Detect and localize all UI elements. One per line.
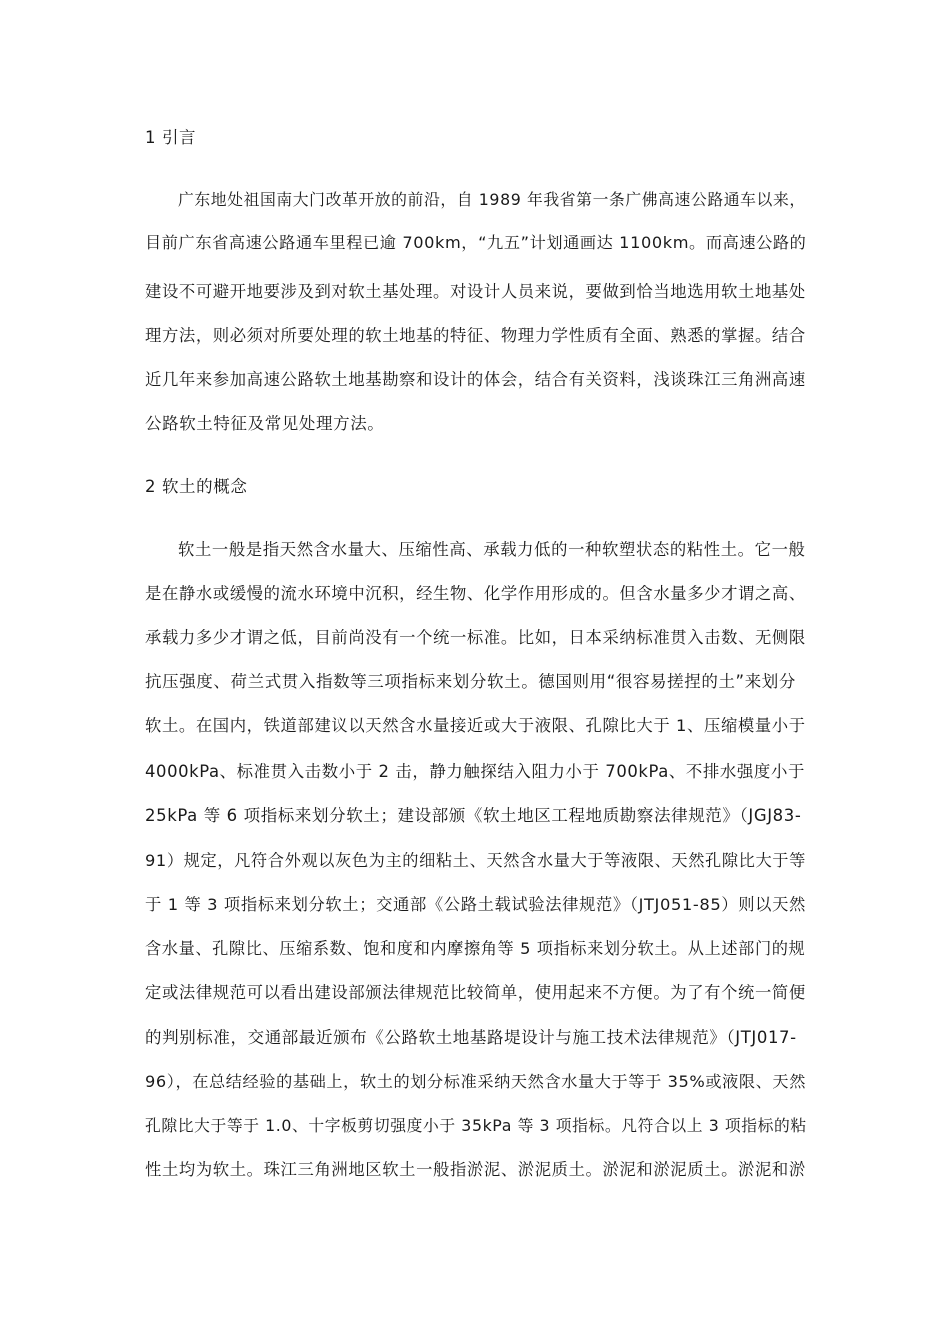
paragraph-line: 96），在总结经验的基础上，软土的划分标准采纳天然含水量大于等于 35%或液限、天然 [145, 1072, 806, 1091]
paragraph-line: 91）规定，凡符合外观以灰色为主的细粘土、天然含水量大于等液限、天然孔隙比大于等 [145, 851, 806, 870]
paragraph-line: 定或法律规范可以看出建设部颁法律规范比较简单，使用起来不方便。为了有个统一简便 [145, 983, 806, 1002]
paragraph-line: 软土。在国内，铁道部建议以天然含水量接近或大于液限、孔隙比大于 1、压缩模量小于 [145, 716, 806, 735]
paragraph-line: 近几年来参加高速公路软土地基勘察和设计的体会，结合有关资料，浅谈珠江三角洲高速 [145, 370, 806, 389]
paragraph-line: 软土一般是指天然含水量大、压缩性高、承载力低的一种软塑状态的粘性土。它一般 [178, 540, 806, 559]
paragraph-line: 的判别标准，交通部最近颁布《公路软土地基路堤设计与施工技术法律规范》（JTJ017- [145, 1028, 797, 1047]
section-2-heading: 2 软土的概念 [145, 477, 248, 496]
paragraph-line: 广东地处祖国南大门改革开放的前沿，自 1989 年我省第一条广佛高速公路通车以来， [178, 190, 806, 209]
paragraph-line: 4000kPa、标准贯入击数小于 2 击，静力触探结入阻力小于 700kPa、不排水强度小于 [145, 762, 805, 781]
paragraph-line: 理方法，则必须对所要处理的软土地基的特征、物理力学性质有全面、熟悉的掌握。结合 [145, 326, 806, 345]
paragraph-line: 含水量、孔隙比、压缩系数、饱和度和内摩擦角等 5 项指标来划分软土。从上述部门的规 [145, 939, 806, 958]
paragraph-line: 是在静水或缓慢的流水环境中沉积，经生物、化学作用形成的。但含水量多少才谓之高、 [145, 584, 806, 603]
paragraph-line: 抗压强度、荷兰式贯入指数等三项指标来划分软土。德国则用“很容易搓捏的土”来划分 [145, 672, 796, 691]
paragraph-line: 承载力多少才谓之低，目前尚没有一个统一标准。比如，日本采纳标准贯入击数、无侧限 [145, 628, 806, 647]
paragraph-line: 建设不可避开地要涉及到对软土基处理。对设计人员来说，要做到恰当地选用软土地基处 [145, 282, 806, 301]
section-1-heading: 1 引言 [145, 128, 197, 147]
paragraph-line: 目前广东省高速公路通车里程已逾 700km，“九五”计划通画达 1100km。而高速公路的 [145, 233, 807, 252]
paragraph-line: 公路软土特征及常见处理方法。 [145, 414, 385, 433]
paragraph-line: 于 1 等 3 项指标来划分软土；交通部《公路土载试验法律规范》（JTJ051-85）则以天然 [145, 895, 806, 914]
paragraph-line: 性土均为软土。珠江三角洲地区软土一般指淤泥、淤泥质土。淤泥和淤泥质土。淤泥和淤 [145, 1160, 806, 1179]
paragraph-line: 孔隙比大于等于 1.0、十字板剪切强度小于 35kPa 等 3 项指标。凡符合以上 3 项指标的粘 [145, 1116, 807, 1135]
paragraph-line: 25kPa 等 6 项指标来划分软土；建设部颁《软土地区工程地质勘察法律规范》（JGJ83- [145, 806, 802, 825]
